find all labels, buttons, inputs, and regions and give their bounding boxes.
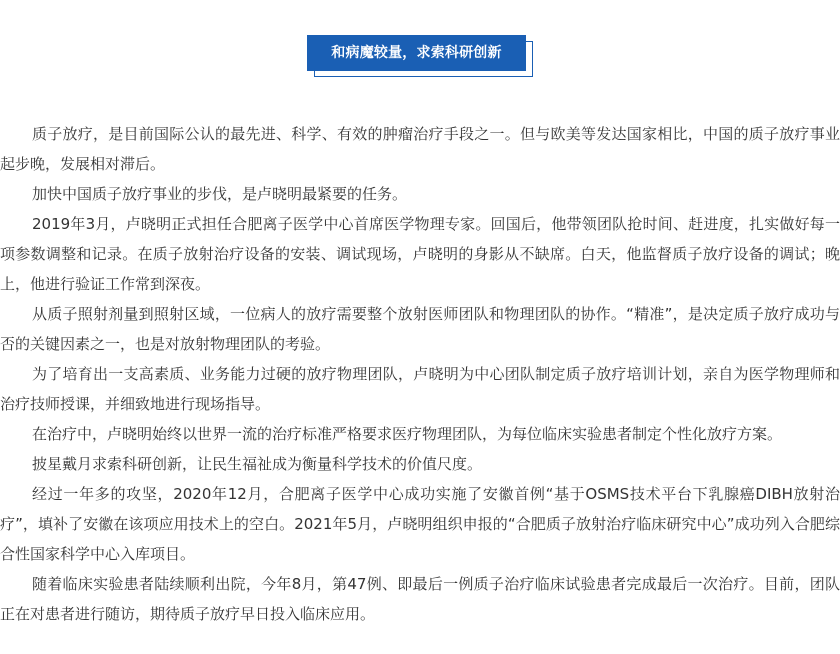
- article-body: [0, 119, 840, 629]
- paragraph: 质子放疗，是目前国际公认的最先进、科学、有效的肿瘤治疗手段之一。但与欧美等发达国家相比，中国的质子放疗事业起步晚，发展相对滞后。: [0, 125, 840, 173]
- paragraph: 加快中国质子放疗事业的步伐，是卢晓明最紧要的任务。: [32, 185, 408, 203]
- paragraph: 在治疗中，卢晓明始终以世界一流的治疗标准严格要求医疗物理团队，为每位临床实验患者制定个性化放疗方案。: [32, 425, 783, 443]
- paragraph: 披星戴月求索科研创新，让民生福祉成为衡量科学技术的价值尺度。: [32, 455, 483, 473]
- paragraph: 从质子照射剂量到照射区域，一位病人的放疗需要整个放射医师团队和物理团队的协作。“精准”，是决定质子放疗成功与否的关键因素之一，也是对放射物理团队的考验。: [0, 305, 840, 353]
- paragraph: 随着临床实验患者陆续顺利出院，今年8月，第47例、即最后一例质子治疗临床试验患者完成最后一次治疗。目前，团队正在对患者进行随访，期待质子放疗早日投入临床应用。: [0, 575, 840, 623]
- paragraph: 经过一年多的攻坚，2020年12月，合肥离子医学中心成功实施了安徽首例“基于OSMS技术平台下乳腺癌DIBH放射治疗”，填补了安徽在该项应用技术上的空白。2021年5月，卢晓明组织申报的“合肥质子放射治疗临床研究中心”成功列入合肥综合性国家科学中心入库项目。: [0, 485, 840, 563]
- section-title: 和病魔较量，求索科研创新: [307, 35, 526, 71]
- paragraph: 为了培育出一支高素质、业务能力过硬的放疗物理团队，卢晓明为中心团队制定质子放疗培训计划，亲自为医学物理师和治疗技师授课，并细致地进行现场指导。: [0, 365, 840, 413]
- paragraph: 2019年3月，卢晓明正式担任合肥离子医学中心首席医学物理专家。回国后，他带领团队抢时间、赶进度，扎实做好每一项参数调整和记录。在质子放射治疗设备的安装、调试现场，卢晓明的身影从不缺席。白天，他监督质子放疗设备的调试；晚上，他进行验证工作常到深夜。: [0, 215, 840, 293]
- section-title-banner: [307, 35, 533, 77]
